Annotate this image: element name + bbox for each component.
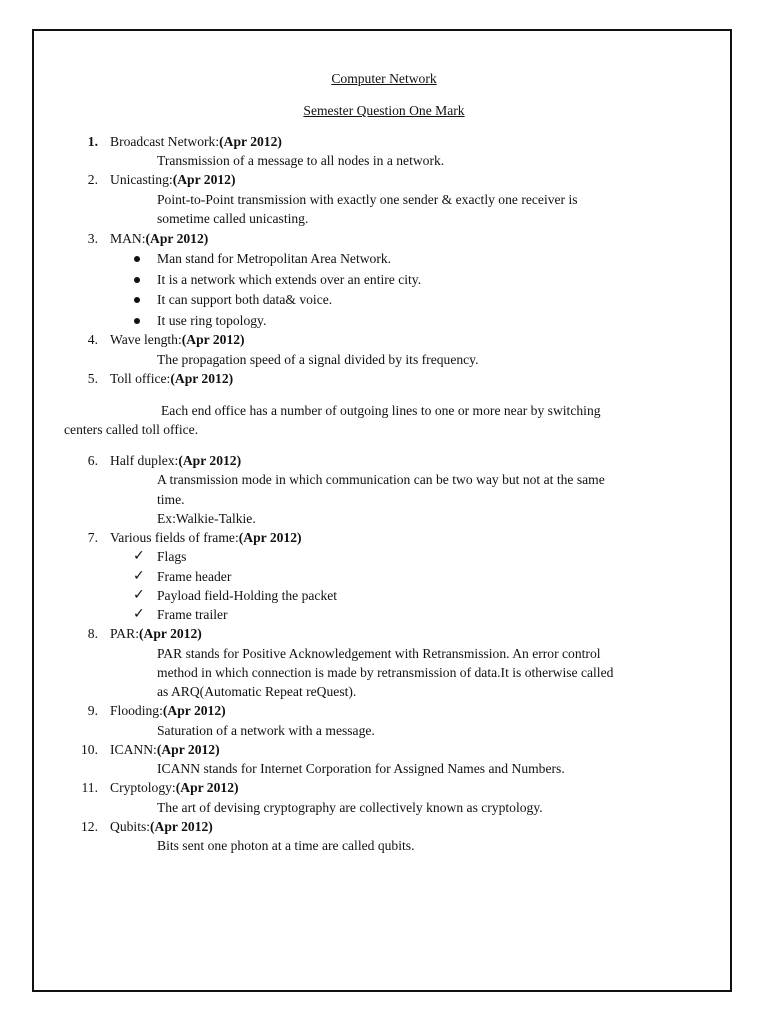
check-text: Payload field-Holding the packet <box>157 588 338 603</box>
document-title: Computer Network <box>331 71 437 86</box>
item-heading <box>110 819 213 835</box>
check-text: Flags <box>157 549 187 564</box>
item-text: Point-to-Point transmission with exactly one sender & exactly one receiver is <box>157 192 578 207</box>
check-text: Frame trailer <box>157 607 228 622</box>
item-text: method in which connection is made by retransmission of data.It is otherwise called <box>157 665 614 680</box>
item-term: PAR: <box>110 626 139 641</box>
item-number: 2. <box>87 172 98 187</box>
item-number: 1. <box>87 134 98 149</box>
bullet-icon <box>134 256 140 262</box>
item-number: 11. <box>81 780 98 795</box>
item-term: Various fields of frame: <box>110 530 239 545</box>
item-number: 9. <box>87 703 98 718</box>
item-text: Transmission of a message to all nodes in a network. <box>157 153 445 168</box>
bullet-text: It can support both data& voice. <box>157 292 333 307</box>
checkmark-icon: ✓ <box>133 587 145 603</box>
paragraph-text: centers called toll office. <box>64 422 199 437</box>
item-heading <box>110 371 233 387</box>
checkmark-icon: ✓ <box>133 606 145 622</box>
item-heading <box>110 453 241 469</box>
document-subtitle: Semester Question One Mark <box>303 103 465 118</box>
item-term: MAN: <box>110 231 146 246</box>
bullet-icon <box>134 297 140 303</box>
item-text: A transmission mode in which communication can be two way but not at the same <box>157 472 605 487</box>
item-heading <box>110 134 282 150</box>
item-number: 6. <box>87 453 98 468</box>
checkmark-icon: ✓ <box>133 548 145 564</box>
item-number: 12. <box>81 819 98 834</box>
item-heading <box>110 703 226 719</box>
item-tag: (Apr 2012) <box>150 819 213 834</box>
item-term: Wave length: <box>110 332 182 347</box>
item-heading <box>110 231 208 247</box>
item-text: as ARQ(Automatic Repeat reQuest). <box>157 684 357 699</box>
item-term: Broadcast Network: <box>110 134 220 149</box>
item-tag: (Apr 2012) <box>162 703 226 718</box>
item-heading <box>110 332 245 348</box>
item-term: Unicasting: <box>110 172 173 187</box>
item-term: Toll office: <box>110 371 171 386</box>
item-text: time. <box>157 492 185 507</box>
item-text: The art of devising cryptography are collectively known as cryptology. <box>157 800 543 815</box>
item-text: sometime called unicasting. <box>157 211 309 226</box>
item-tag: (Apr 2012) <box>145 231 209 246</box>
item-tag: (Apr 2012) <box>172 172 236 187</box>
item-term: Qubits: <box>110 819 151 834</box>
item-number: 4. <box>87 332 98 347</box>
bullet-text: Man stand for Metropolitan Area Network. <box>157 251 392 266</box>
item-number: 5. <box>87 371 98 386</box>
item-heading <box>110 530 302 546</box>
item-text: Ex:Walkie-Talkie. <box>157 511 256 526</box>
item-heading <box>110 742 220 758</box>
check-text: Frame header <box>157 569 232 584</box>
item-tag: (Apr 2012) <box>156 742 220 757</box>
item-text: Saturation of a network with a message. <box>157 723 375 738</box>
item-heading <box>110 626 202 642</box>
item-number: 3. <box>87 231 98 246</box>
bullet-icon <box>134 277 140 283</box>
item-term: Half duplex: <box>110 453 179 468</box>
item-term: Flooding: <box>110 703 163 718</box>
item-text: PAR stands for Positive Acknowledgement with Retransmission. An error control <box>157 646 601 661</box>
item-tag: (Apr 2012) <box>138 626 202 641</box>
item-heading <box>110 780 239 796</box>
bullet-icon <box>134 318 140 324</box>
bullet-text: It use ring topology. <box>157 313 267 328</box>
item-tag: (Apr 2012) <box>238 530 302 545</box>
checkmark-icon: ✓ <box>133 568 145 584</box>
item-number: 8. <box>87 626 98 641</box>
bullet-text: It is a network which extends over an entire city. <box>157 272 422 287</box>
paragraph-text: Each end office has a number of outgoing lines to one or more near by switching <box>161 403 601 418</box>
item-term: ICANN: <box>110 742 157 757</box>
item-term: Cryptology: <box>110 780 176 795</box>
item-tag: (Apr 2012) <box>175 780 239 795</box>
item-text: ICANN stands for Internet Corporation for Assigned Names and Numbers. <box>157 761 565 776</box>
item-text: Bits sent one photon at a time are called qubits. <box>157 838 415 853</box>
item-heading <box>110 172 236 188</box>
item-number: 10. <box>81 742 98 757</box>
item-tag: (Apr 2012) <box>181 332 245 347</box>
item-tag: (Apr 2012) <box>178 453 242 468</box>
item-text: The propagation speed of a signal divided by its frequency. <box>157 352 479 367</box>
item-number: 7. <box>87 530 98 545</box>
item-tag: (Apr 2012) <box>219 134 282 149</box>
item-tag: (Apr 2012) <box>170 371 234 386</box>
